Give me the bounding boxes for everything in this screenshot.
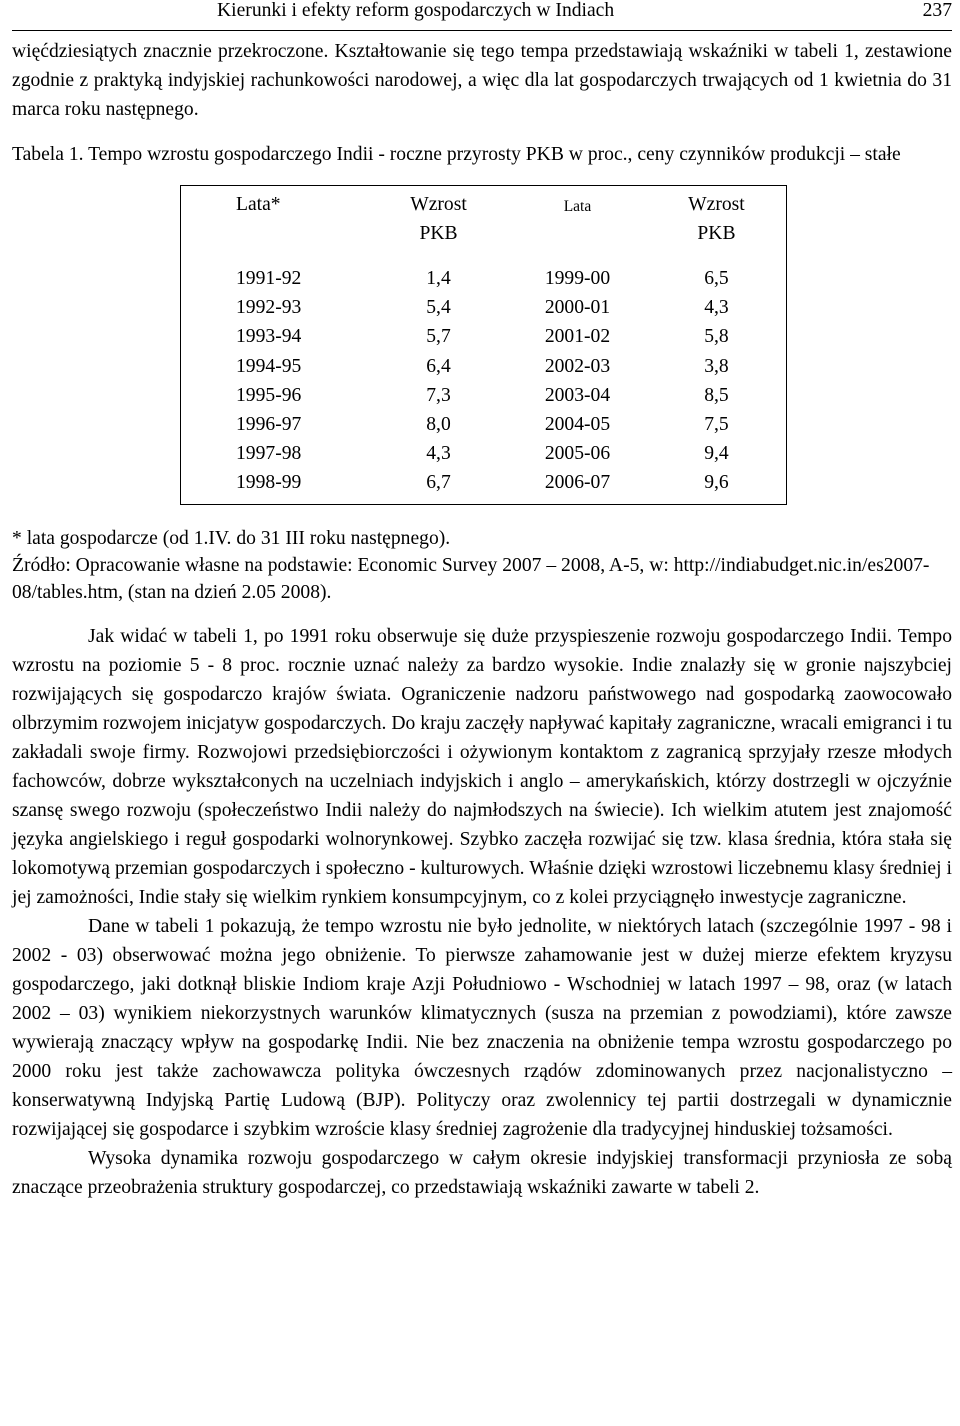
cell-gdp-growth: 5,7: [426, 326, 451, 348]
body-paragraph-2: Dane w tabeli 1 pokazują, że tempo wzrostu nie było jednolite, w niektórych latach (szczególnie 1997 - 98 i 2002 - 03) obserwować można jego obniżenie. To pierwsze zahamowanie jest w dużej mierze efektem kryzysu gospodarczego, jaki dotknął bliskie Indiom kraje Azji Południowo - Wschodniej w latach 1997 – 98, oraz (w latach 2002 – 03) wynikiem niekorzystnych warunków klimatycznych (susza na przemian z powodziami), które zawsze wywierają znaczący wpływ na gospodarkę Indii. Nie bez znaczenia na obniżenie tempa wzrostu gospodarczego po 2000 roku jest także zachowawcza polityka ówczesnych rządów zdominowanych przez nacjonalistyczno – konserwatywną Indyjską Partię Ludową (BJP). Polityczy oraz zwolennicy tej partii dostrzegali w dynamicznie rozwijającej się gospodarce i szybkim wzroście klasy średniej zagrożenie dla tradycyjnej hinduskiej tożsamości.: [12, 915, 952, 1140]
cell-years: 1996-97: [236, 414, 302, 436]
body-paragraph-1: Jak widać w tabeli 1, po 1991 roku obserwuje się duże przyspieszenie rozwoju gospodarczego Indii. Tempo wzrostu na poziomie 5 - 8 proc. rocznie uznać należy za bardzo wysokie. Indie znalazły się w gronie najszybciej rozwijających się gospodarczo krajów świata. Ograniczenie nadzoru państwowego nad gospodarką zaowocowało olbrzymim rozwojem inicjatyw gospodarczych. Do kraju zaczęły napływać kapitały zagraniczne, wracali emigranci i tu zakładali swoje firmy. Rozwojowi przedsiębiorczości i ożywionym kontaktom z zagranicą sprzyjały rzesze młodych fachowców, dobrze wykształconych na uczelniach indyjskich i anglo – amerykańskich, którzy dostrzegli w ojczyźnie szansę swego rozwoju (społeczeństwo Indii należy do najmłodszych na świecie). Ich wielkim atutem jest znajomość języka angielskiego i reguł gospodarki wolnorynkowej. Szybko zaczęła rozwijać się tzw. klasa średnia, która stała się lokomotywą przemian gospodarczych i społeczno - kulturowych. Właśnie dzięki wzrostowi liczebnemu klasy średniej i jej zamożności, Indie stały się wielkim rynkiem konsumpcyjnym, co z kolei przyciągnęło inwestycje zagraniczne.: [12, 625, 952, 908]
cell-gdp-growth-2: 4,3: [704, 297, 729, 319]
header-years-2: Lata: [563, 198, 592, 215]
page-number: 237: [922, 0, 952, 21]
header-gdp-growth-2: Wzrost PKB: [688, 194, 745, 244]
table-source: Źródło: Opracowanie własne na podstawie: Economic Survey 2007 – 2008, A-5, w: http://indiabudget.nic.in/es2007-08/tables.htm, (stan na dzień 2.05 2008).: [12, 554, 930, 603]
cell-years: 1993-94: [236, 326, 302, 348]
cell-years: 1994-95: [236, 355, 302, 377]
table-footnote: * lata gospodarcze (od 1.IV. do 31 III roku następnego).: [12, 527, 451, 549]
running-head: Kierunki i efekty reform gospodarczych w Indiach: [217, 0, 615, 21]
cell-gdp-growth: 5,4: [426, 297, 451, 319]
cell-years: 1992-93: [236, 297, 302, 319]
cell-years: 1998-99: [236, 472, 302, 494]
cell-years-2: 2004-05: [544, 414, 611, 436]
cell-gdp-growth: 6,7: [426, 472, 451, 494]
table-row: [181, 352, 787, 381]
table-row: [181, 264, 787, 293]
table-row: [181, 439, 787, 468]
cell-years: 1997-98: [236, 443, 302, 465]
cell-gdp-growth-2: 5,8: [704, 326, 729, 348]
intro-paragraph: więćdziesiątych znacznie przekroczone. Kształtowanie się tego tempa przedstawiają wskaźniki w tabeli 1, zestawione zgodnie z praktyką indyjskiej rachunkowości narodowej, a więc dla lat gospodarczych trwających od 1 kwietnia do 31 marca roku następnego.: [12, 41, 952, 120]
body-text: [12, 622, 952, 1202]
table-row: [181, 468, 787, 504]
cell-gdp-growth-2: 3,8: [704, 355, 729, 377]
cell-years-2: 2005-06: [544, 443, 611, 465]
cell-gdp-growth-2: 8,5: [704, 384, 729, 406]
page-header: [12, 0, 952, 31]
cell-years-2: 2001-02: [544, 326, 611, 348]
cell-gdp-growth: 1,4: [426, 268, 451, 289]
table-row: [181, 293, 787, 322]
table-row: [181, 322, 787, 351]
cell-gdp-growth-2: 6,5: [704, 268, 729, 289]
cell-gdp-growth: 7,3: [426, 384, 451, 406]
cell-gdp-growth-2: 9,4: [704, 443, 729, 465]
table-header-row: [181, 186, 787, 265]
cell-gdp-growth: 8,0: [426, 414, 451, 436]
table-notes: [12, 525, 952, 606]
cell-years-2: 2002-03: [544, 355, 611, 377]
cell-years-2: 2006-07: [544, 472, 611, 494]
cell-years-2: 2000-01: [544, 297, 611, 319]
cell-gdp-growth: 6,4: [426, 355, 451, 377]
cell-gdp-growth-2: 7,5: [704, 414, 729, 436]
header-gdp-growth: Wzrost PKB: [410, 194, 467, 244]
header-years: Lata*: [236, 194, 281, 215]
body-paragraph-3: Wysoka dynamika rozwoju gospodarczego w całym okresie indyjskiej transformacji przyniosła ze sobą znaczące przeobrażenia struktury gospodarczej, co przedstawiają wskaźniki zawarte w tabeli 2.: [12, 1147, 952, 1198]
cell-years-2: 2003-04: [544, 384, 611, 406]
cell-gdp-growth-2: 9,6: [704, 472, 729, 494]
cell-years: 1991-92: [236, 268, 302, 289]
gdp-growth-table: [180, 185, 787, 505]
cell-gdp-growth: 4,3: [426, 443, 451, 465]
table-caption: Tabela 1. Tempo wzrostu gospodarczego Indii - roczne przyrosty PKB w proc., ceny czynników produkcji – stałe: [12, 144, 901, 165]
cell-years-2: 1999-00: [544, 268, 611, 289]
table-row: [181, 410, 787, 439]
page: [12, 0, 952, 1202]
table-row: [181, 381, 787, 410]
cell-years: 1995-96: [236, 384, 302, 406]
